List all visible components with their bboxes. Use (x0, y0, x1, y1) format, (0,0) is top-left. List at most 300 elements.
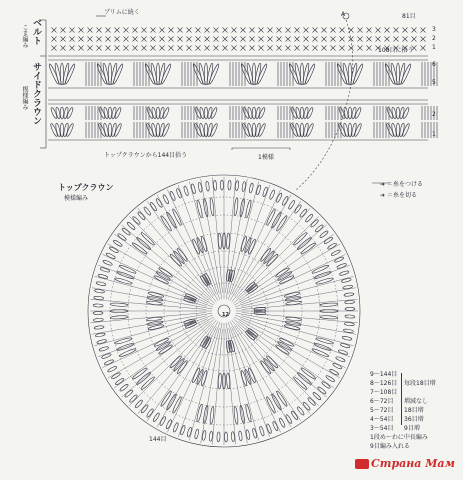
petal-stitch (94, 296, 104, 300)
sc-stitch (322, 37, 327, 42)
petal-stitch (183, 186, 189, 196)
petal-stitch (245, 200, 252, 218)
sc-stitch (214, 28, 219, 33)
sc-stitch (412, 37, 417, 42)
petal-stitch (95, 332, 105, 337)
sc-stitch (160, 37, 165, 42)
petal-stitch (210, 107, 218, 119)
petal-stitch (99, 346, 109, 352)
sc-stitch (250, 28, 255, 33)
sc-stitch (178, 28, 183, 33)
sc-stitch (322, 28, 327, 33)
sc-stitch (79, 37, 84, 42)
petal-stitch (60, 107, 63, 119)
spoke-stitch (91, 313, 207, 323)
rounds-note: 増減なし (404, 398, 429, 405)
petal-stitch (114, 123, 123, 137)
sc-stitch (385, 37, 390, 42)
petal-stitch (209, 406, 214, 424)
sc-stitch (331, 37, 336, 42)
petal-stitch (296, 406, 304, 416)
petal-stitch (344, 292, 354, 296)
sc-stitch (70, 28, 75, 33)
petal-stitch (134, 399, 143, 408)
petal-stitch (176, 247, 188, 262)
petal-stitch (249, 183, 254, 193)
petal-stitch (107, 366, 117, 373)
side-crown-title: サイドクラウン (31, 62, 41, 125)
sc-stitch (367, 37, 372, 42)
petal-stitch (132, 367, 148, 380)
sc-stitch (214, 46, 219, 51)
petal-stitch (156, 107, 159, 119)
petal-stitch (319, 230, 329, 238)
petal-stitch (230, 270, 236, 282)
petal-stitch (290, 107, 298, 119)
petal-stitch (66, 107, 74, 119)
petal-stitch (327, 242, 337, 250)
sc-stitch (241, 37, 246, 42)
sc-stitch (313, 37, 318, 42)
sc-stitch (331, 46, 336, 51)
petal-stitch (155, 198, 163, 208)
petal-stitch (258, 107, 266, 119)
petal-stitch (198, 182, 203, 192)
sc-stitch (286, 37, 291, 42)
sc-stitch (61, 37, 66, 42)
sc-stitch (268, 28, 273, 33)
arrow-right-icon: ➜ (380, 192, 386, 199)
petal-stitch (276, 193, 283, 203)
sc-stitch (88, 37, 93, 42)
sc-stitch (97, 37, 102, 42)
petal-stitch (339, 270, 349, 276)
petal-stitch (311, 348, 329, 358)
sc-stitch (196, 46, 201, 51)
petal-stitch (345, 315, 355, 318)
sc-stitch (241, 28, 246, 33)
sc-stitch (205, 28, 210, 33)
petal-stitch (293, 376, 308, 391)
petal-stitch (146, 123, 155, 137)
sc-stitch (385, 28, 390, 33)
petal-stitch (252, 428, 257, 438)
spoke-stitch (147, 201, 214, 296)
spoke-stitch (147, 326, 214, 421)
belt-title: ベルト (31, 18, 41, 45)
petal-stitch (94, 325, 104, 329)
petal-stitch (119, 383, 129, 391)
petal-stitch (108, 123, 111, 137)
petal-stitch (129, 394, 138, 403)
petal-stitch (119, 264, 137, 274)
sc-stitch (412, 28, 417, 33)
petal-stitch (97, 339, 107, 344)
sc-stitch (106, 28, 111, 33)
petal-stitch (276, 390, 288, 407)
petal-stitch (152, 412, 160, 422)
petal-stitch (252, 107, 255, 119)
rounds-row: 9目編み入れる (370, 443, 410, 450)
sc-stitch (358, 37, 363, 42)
petal-stitch (140, 376, 155, 391)
petal-stitch (194, 123, 203, 137)
sc-stitch (142, 46, 147, 51)
petal-stitch (306, 107, 314, 119)
petal-stitch (343, 285, 353, 290)
rounds-row: 5〜72目 (370, 407, 394, 414)
sc-stitch (277, 28, 282, 33)
petal-stitch (93, 304, 103, 307)
petal-stitch (102, 259, 112, 266)
sc-stitch (376, 28, 381, 33)
sc-stitch (187, 28, 192, 33)
petal-stitch (354, 123, 363, 137)
sc-stitch (97, 46, 102, 51)
petal-stitch (126, 221, 135, 230)
sc-stitch (133, 28, 138, 33)
petal-stitch (172, 422, 179, 432)
petal-stitch (354, 107, 362, 119)
rounds-row: 3〜54目 (370, 425, 394, 432)
sc-stitch (223, 46, 228, 51)
sc-stitch (322, 46, 327, 51)
sc-stitch (250, 46, 255, 51)
petal-stitch (245, 430, 250, 440)
petal-stitch (348, 123, 351, 137)
side-crown-subtitle: 模様編み (21, 86, 28, 110)
petal-stitch (233, 198, 238, 216)
petal-stitch (162, 107, 170, 119)
sc-stitch (169, 46, 174, 51)
petal-stitch (132, 242, 148, 255)
mark-a: A (341, 11, 346, 18)
petal-stitch (245, 404, 252, 422)
sc-stitch (394, 28, 399, 33)
sc-stitch (160, 46, 165, 51)
sc-stitch (214, 37, 219, 42)
petal-stitch (307, 397, 316, 406)
petal-stitch (331, 249, 341, 256)
sc-stitch (286, 46, 291, 51)
sc-stitch (340, 37, 345, 42)
petal-stitch (209, 198, 214, 216)
sc-stitch (403, 37, 408, 42)
petal-stitch (284, 324, 300, 331)
petal-stitch (338, 123, 347, 137)
rounds-note: 36目増 (404, 416, 424, 423)
petal-stitch (165, 419, 172, 429)
spoke-stitch (114, 321, 209, 388)
petal-stitch (235, 181, 239, 191)
rounds-row: 6〜72目 (370, 398, 394, 405)
one-pattern-label: 1模様 (258, 154, 274, 161)
petal-stitch (98, 123, 107, 137)
petal-stitch (110, 315, 128, 319)
rounds-bracket (398, 373, 402, 425)
sc-stitch (70, 46, 75, 51)
petal-stitch (205, 181, 209, 191)
petal-stitch (320, 315, 338, 319)
row-number: 1 (432, 131, 436, 138)
petal-stitch (260, 247, 272, 262)
petal-stitch (238, 431, 242, 441)
sc-stitch (142, 37, 147, 42)
petal-stitch (228, 180, 231, 190)
petal-stitch (110, 303, 128, 307)
sc-stitch (187, 46, 192, 51)
sc-stitch (205, 37, 210, 42)
petal-stitch (312, 392, 321, 401)
petal-stitch (209, 431, 213, 441)
sc-stitch (79, 28, 84, 33)
petal-stitch (106, 252, 116, 259)
logo-icon (355, 459, 369, 469)
sc-stitch (124, 37, 129, 42)
sc-stitch (124, 28, 129, 33)
spoke-stitch (234, 201, 301, 296)
petal-stitch (288, 200, 296, 210)
spoke-stitch (92, 313, 212, 334)
watermark: Страна Мам (355, 457, 455, 470)
sc-stitch (205, 46, 210, 51)
sc-stitch (250, 37, 255, 42)
sc-stitch (97, 28, 102, 33)
sc-stitch (421, 28, 426, 33)
sc-stitch (88, 46, 93, 51)
spoke-stitch (212, 178, 222, 294)
count-108: 108目に拾う (378, 47, 414, 54)
legend-join: ➜ ＝糸をつける (380, 181, 423, 188)
sc-stitch (52, 28, 57, 33)
row-number: 1 (432, 44, 436, 51)
petal-stitch (242, 107, 250, 119)
arrow-right-icon: ➜ (380, 181, 386, 188)
petal-stitch (210, 123, 219, 137)
petal-stitch (254, 307, 266, 311)
sc-stitch (151, 28, 156, 33)
petal-stitch (66, 123, 75, 137)
sc-stitch (295, 46, 300, 51)
sc-stitch (349, 46, 354, 51)
sc-stitch (61, 46, 66, 51)
petal-stitch (254, 311, 266, 315)
petal-stitch (242, 123, 251, 137)
sc-stitch (133, 46, 138, 51)
petal-stitch (260, 360, 272, 375)
petal-stitch (213, 180, 217, 190)
petal-stitch (345, 307, 355, 310)
petal-stitch (148, 324, 164, 331)
spoke-stitch (91, 299, 207, 309)
petal-stitch (300, 242, 316, 255)
petal-stitch (269, 189, 276, 199)
sc-stitch (367, 28, 372, 33)
sc-stitch (277, 46, 282, 51)
row-number: 2 (432, 35, 436, 42)
sc-stitch (169, 28, 174, 33)
sc-stitch (421, 46, 426, 51)
petal-stitch (143, 206, 151, 216)
sc-stitch (241, 46, 246, 51)
sc-stitch (304, 28, 309, 33)
petal-stitch (114, 107, 122, 119)
spoke-stitch (232, 320, 310, 413)
sc-stitch (394, 37, 399, 42)
petal-stitch (252, 123, 255, 137)
sc-stitch (223, 37, 228, 42)
sc-stitch (115, 37, 120, 42)
sc-stitch (268, 37, 273, 42)
petal-stitch (224, 432, 227, 442)
petal-stitch (113, 239, 123, 247)
petal-stitch (306, 123, 315, 137)
petal-stitch (231, 432, 235, 442)
petal-stitch (233, 406, 238, 424)
sc-stitch (313, 46, 318, 51)
petal-stitch (148, 291, 164, 298)
sc-stitch (187, 37, 192, 42)
petal-stitch (259, 426, 265, 436)
sc-stitch (304, 46, 309, 51)
petal-stitch (220, 180, 223, 190)
petal-stitch (132, 216, 141, 225)
rounds-row: 8〜126目 (370, 380, 398, 387)
petal-stitch (344, 322, 354, 326)
petal-stitch (386, 123, 395, 137)
spoke-stitch (239, 234, 334, 301)
sc-stitch (124, 46, 129, 51)
petal-stitch (285, 414, 293, 424)
top-crown-subtitle: 模様編み (64, 195, 89, 202)
petal-stitch (300, 123, 303, 137)
spoke-stitch (242, 299, 358, 309)
petal-stitch (305, 213, 314, 222)
spoke-stitch (121, 319, 214, 397)
petal-stitch (93, 311, 103, 314)
petal-stitch (300, 367, 316, 380)
petal-stitch (50, 107, 58, 119)
sc-stitch (79, 46, 84, 51)
sc-stitch (160, 28, 165, 33)
count-81: 81目 (402, 13, 416, 20)
petal-stitch (146, 317, 162, 322)
petal-stitch (194, 429, 199, 439)
petal-stitch (159, 416, 166, 426)
center-mark: 12 (222, 312, 229, 318)
petal-stitch (160, 215, 172, 232)
sc-stitch (196, 37, 201, 42)
legend-cut: ➜ ＝糸を切る (380, 192, 417, 199)
sc-stitch (331, 28, 336, 33)
sc-stitch (313, 28, 318, 33)
sc-stitch (268, 46, 273, 51)
sc-stitch (304, 37, 309, 42)
petal-stitch (119, 348, 137, 358)
petal-stitch (162, 123, 171, 137)
petal-stitch (386, 107, 394, 119)
petal-stitch (325, 375, 335, 383)
from-top-note: トップクラウンから144目拾う (104, 152, 188, 159)
rounds-row: 4〜54目 (370, 416, 394, 423)
rounds-row: 9〜144目 (370, 371, 398, 378)
petal-stitch (109, 246, 119, 253)
row-number: 5 (432, 79, 436, 86)
petal-stitch (276, 215, 288, 232)
petal-stitch (396, 123, 399, 137)
sc-stitch (115, 28, 120, 33)
petal-stitch (329, 368, 339, 375)
rounds-row: 1段め〜わに中長編み (370, 434, 428, 441)
petal-stitch (310, 219, 319, 228)
sc-stitch (151, 37, 156, 42)
petal-stitch (60, 123, 63, 137)
row-number: 6 (432, 61, 436, 68)
petal-stitch (332, 363, 342, 370)
sc-stitch (169, 37, 174, 42)
petal-stitch (320, 303, 338, 307)
petal-stitch (93, 318, 103, 322)
petal-stitch (345, 300, 355, 304)
sc-stitch (178, 37, 183, 42)
spoke-stitch (242, 313, 358, 323)
sc-stitch (367, 46, 372, 51)
petal-stitch (146, 107, 154, 119)
sc-stitch (340, 46, 345, 51)
petal-stitch (396, 107, 399, 119)
petal-stitch (285, 317, 301, 322)
spoke-stitch (239, 321, 334, 388)
sc-stitch (232, 46, 237, 51)
sc-stitch (151, 46, 156, 51)
petal-stitch (402, 123, 411, 137)
sc-stitch (403, 28, 408, 33)
sc-stitch (232, 37, 237, 42)
petal-stitch (196, 404, 203, 422)
sc-stitch (115, 46, 120, 51)
sc-stitch (259, 37, 264, 42)
petal-stitch (342, 336, 352, 341)
petal-stitch (162, 194, 169, 204)
spoke-stitch (212, 329, 222, 445)
sc-stitch (376, 37, 381, 42)
petal-stitch (311, 264, 329, 274)
petal-stitch (285, 301, 301, 306)
petal-stitch (284, 291, 300, 298)
sc-stitch (88, 28, 93, 33)
rounds-note: 毎段18目増 (404, 380, 436, 387)
petal-stitch (98, 107, 106, 119)
sc-stitch (295, 37, 300, 42)
petal-stitch (338, 107, 346, 119)
petal-stitch (96, 281, 106, 286)
petal-stitch (196, 200, 203, 218)
petal-stitch (281, 196, 288, 206)
rounds-note: 18目増 (404, 407, 424, 414)
count-144: 144目 (149, 436, 167, 443)
sc-stitch (196, 28, 201, 33)
sc-stitch (277, 37, 282, 42)
row-number: 2 (432, 111, 436, 118)
petal-stitch (279, 418, 286, 428)
spoke-stitch (92, 288, 212, 309)
sc-stitch (259, 46, 264, 51)
rounds-row: 7〜108目 (370, 389, 398, 396)
petal-stitch (50, 123, 59, 137)
petal-stitch (300, 107, 303, 119)
sc-stitch (70, 37, 75, 42)
sc-stitch (259, 28, 264, 33)
